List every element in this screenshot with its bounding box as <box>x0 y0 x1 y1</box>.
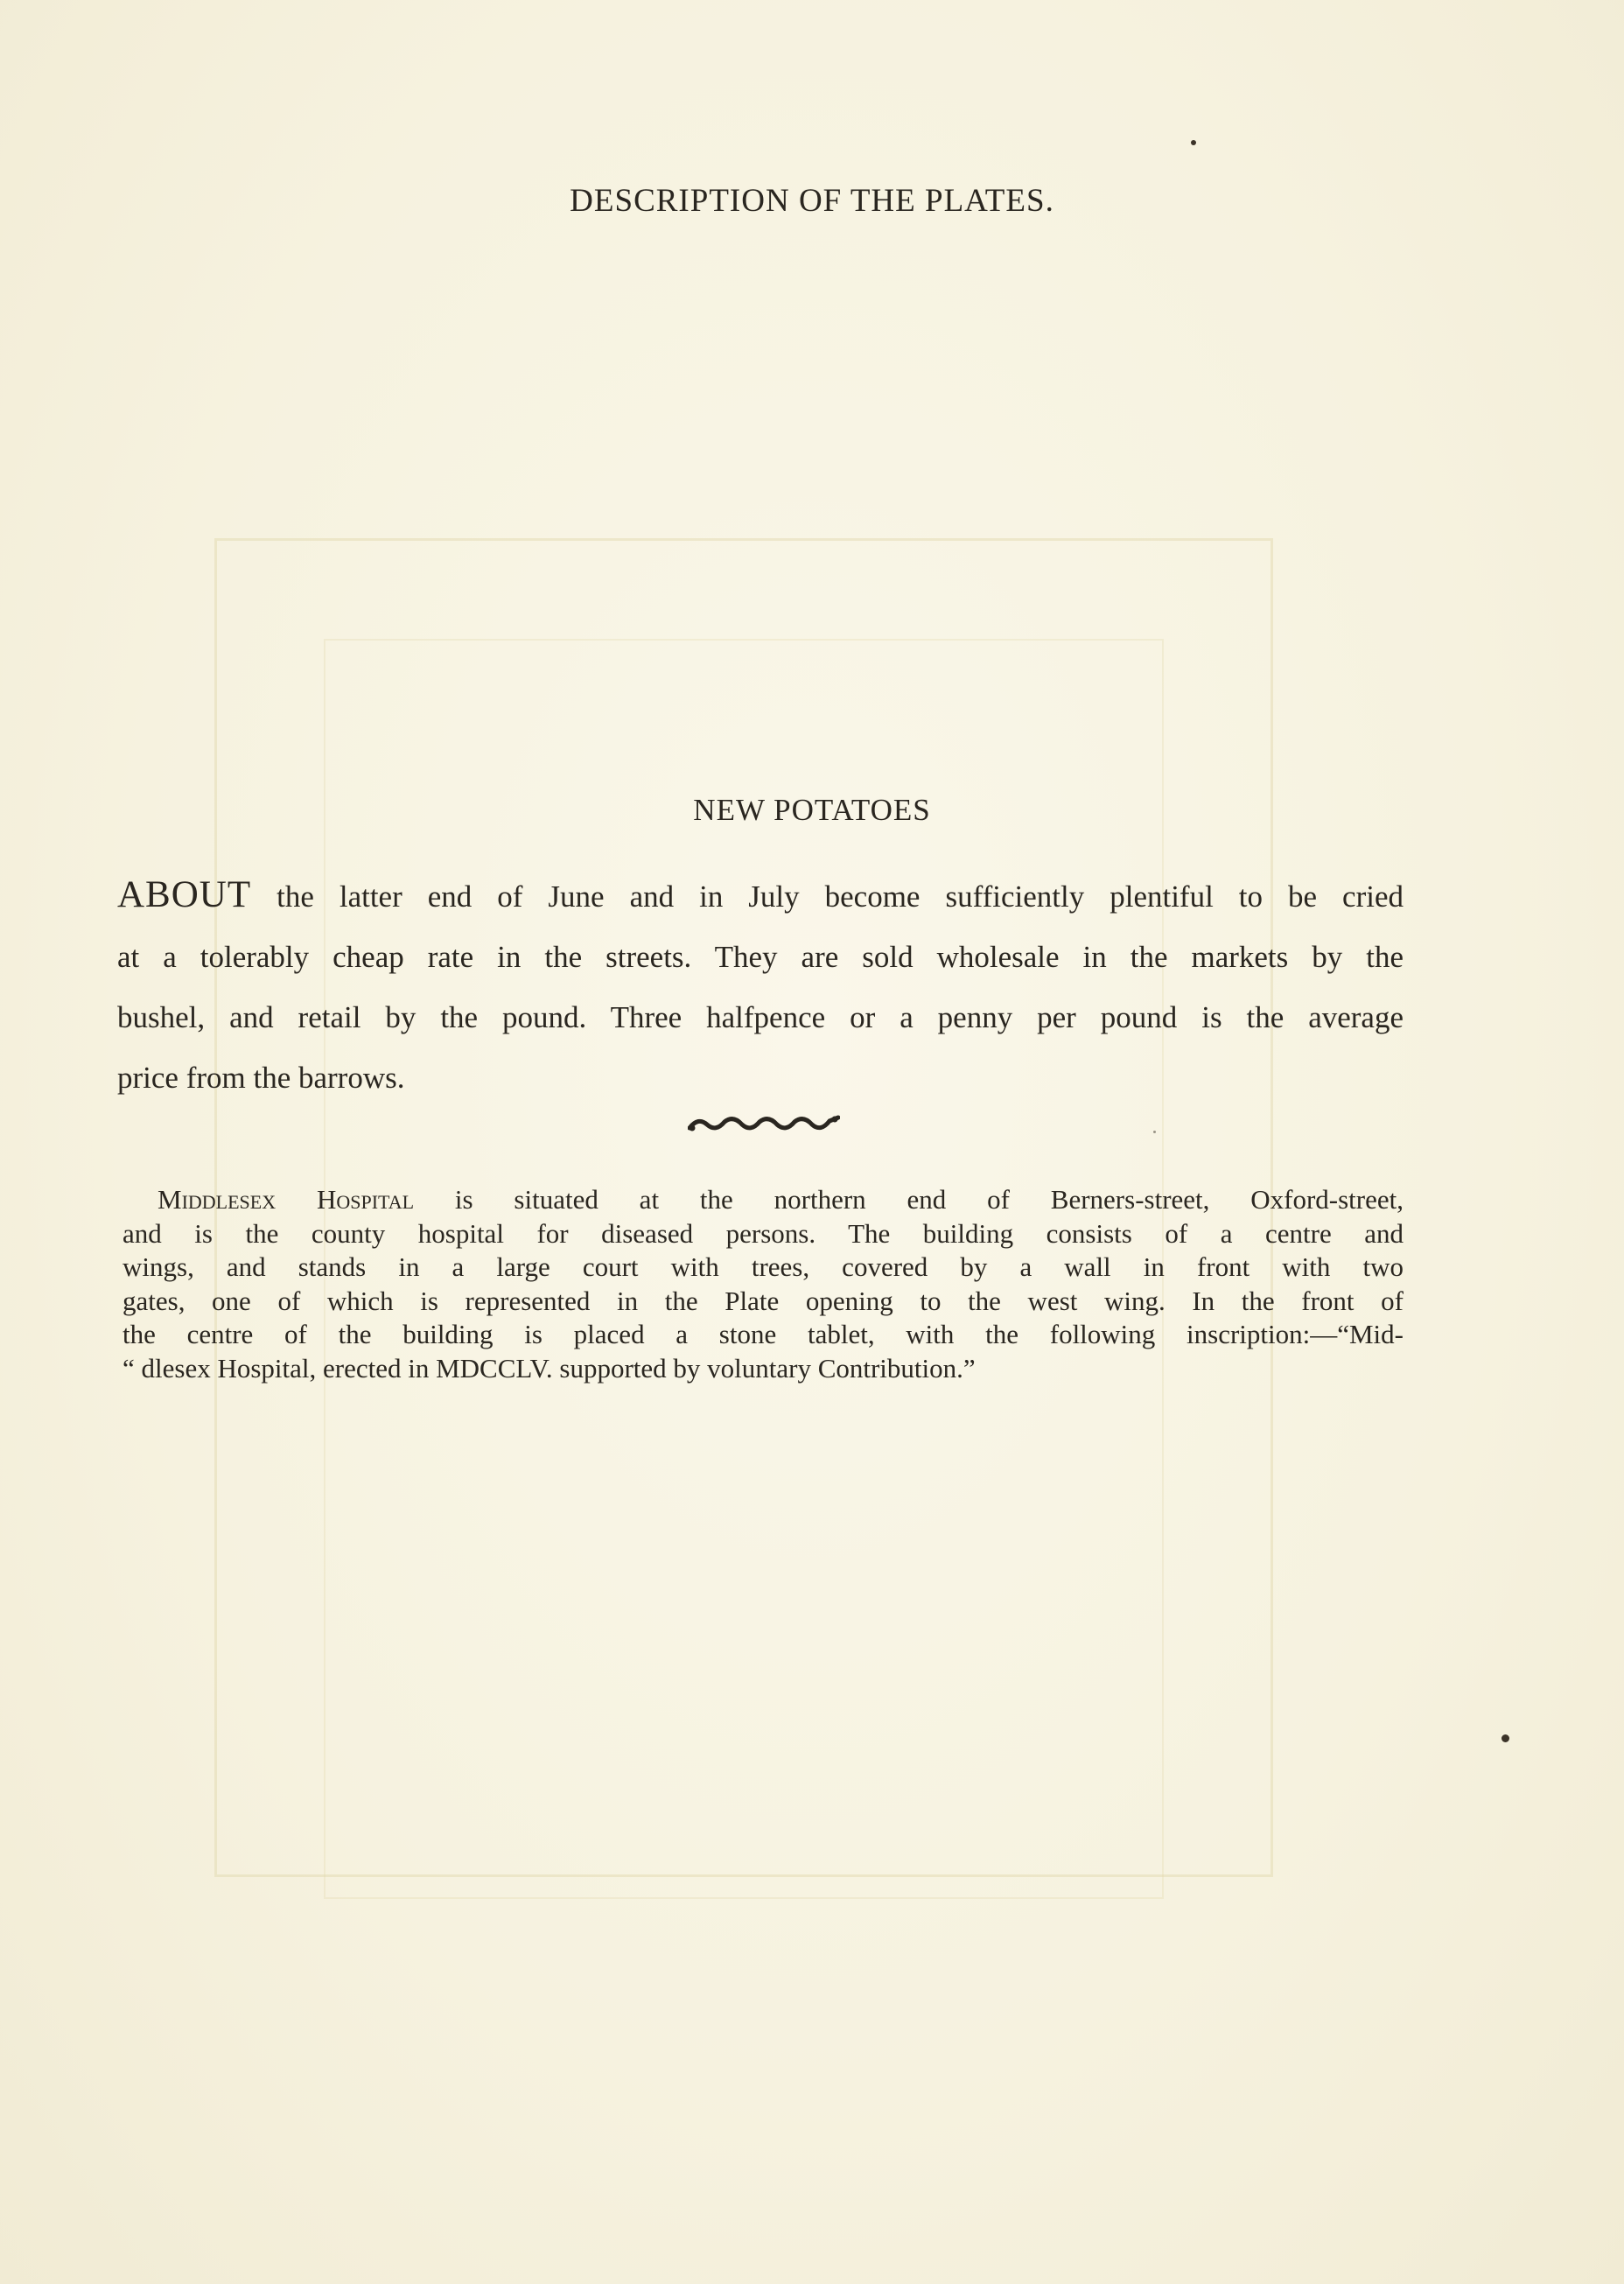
paragraph-line <box>117 865 1404 927</box>
opening-word: ABOUT <box>117 874 252 915</box>
section-title: NEW POTATOES <box>693 793 931 827</box>
paragraph-line: the centre of the building is placed a stone tablet, with the following inscription:—“Mid- <box>122 1319 1404 1349</box>
paragraph-line: bushel, and retail by the pound. Three halfpence or a penny per pound is the average <box>117 1000 1404 1034</box>
line-text: is situated at the northern end of Berners-street, Oxford-street, <box>414 1184 1404 1215</box>
paragraph-line: gates, one of which is represented in the Plate opening to the west wing. In the front of <box>122 1285 1404 1316</box>
paragraph-line: and is the county hospital for diseased persons. The building consists of a centre and <box>122 1217 1404 1249</box>
paragraph-line <box>122 1183 1404 1217</box>
ink-speck <box>1191 140 1196 145</box>
wave-ornament-icon <box>688 1113 840 1134</box>
paragraph-line: price from the barrows. <box>117 1061 405 1095</box>
ink-speck <box>1502 1734 1509 1742</box>
ink-speck <box>1153 1131 1156 1133</box>
subject-name: Middlesex Hospital <box>158 1184 415 1215</box>
new-potatoes-paragraph <box>117 865 1404 1108</box>
paragraph-line: at a tolerably cheap rate in the streets. They are sold wholesale in the markets by the <box>117 940 1404 974</box>
line-text: the latter end of June and in July become sufficiently plentiful to be cried <box>251 879 1404 914</box>
paragraph-line: “ dlesex Hospital, erected in MDCCLV. supported by voluntary Contribution.” <box>122 1352 976 1384</box>
running-head: DESCRIPTION OF THE PLATES. <box>570 183 1054 219</box>
middlesex-hospital-paragraph <box>122 1183 1404 1385</box>
paragraph-line: wings, and stands in a large court with trees, covered by a wall in front with two <box>122 1251 1404 1282</box>
